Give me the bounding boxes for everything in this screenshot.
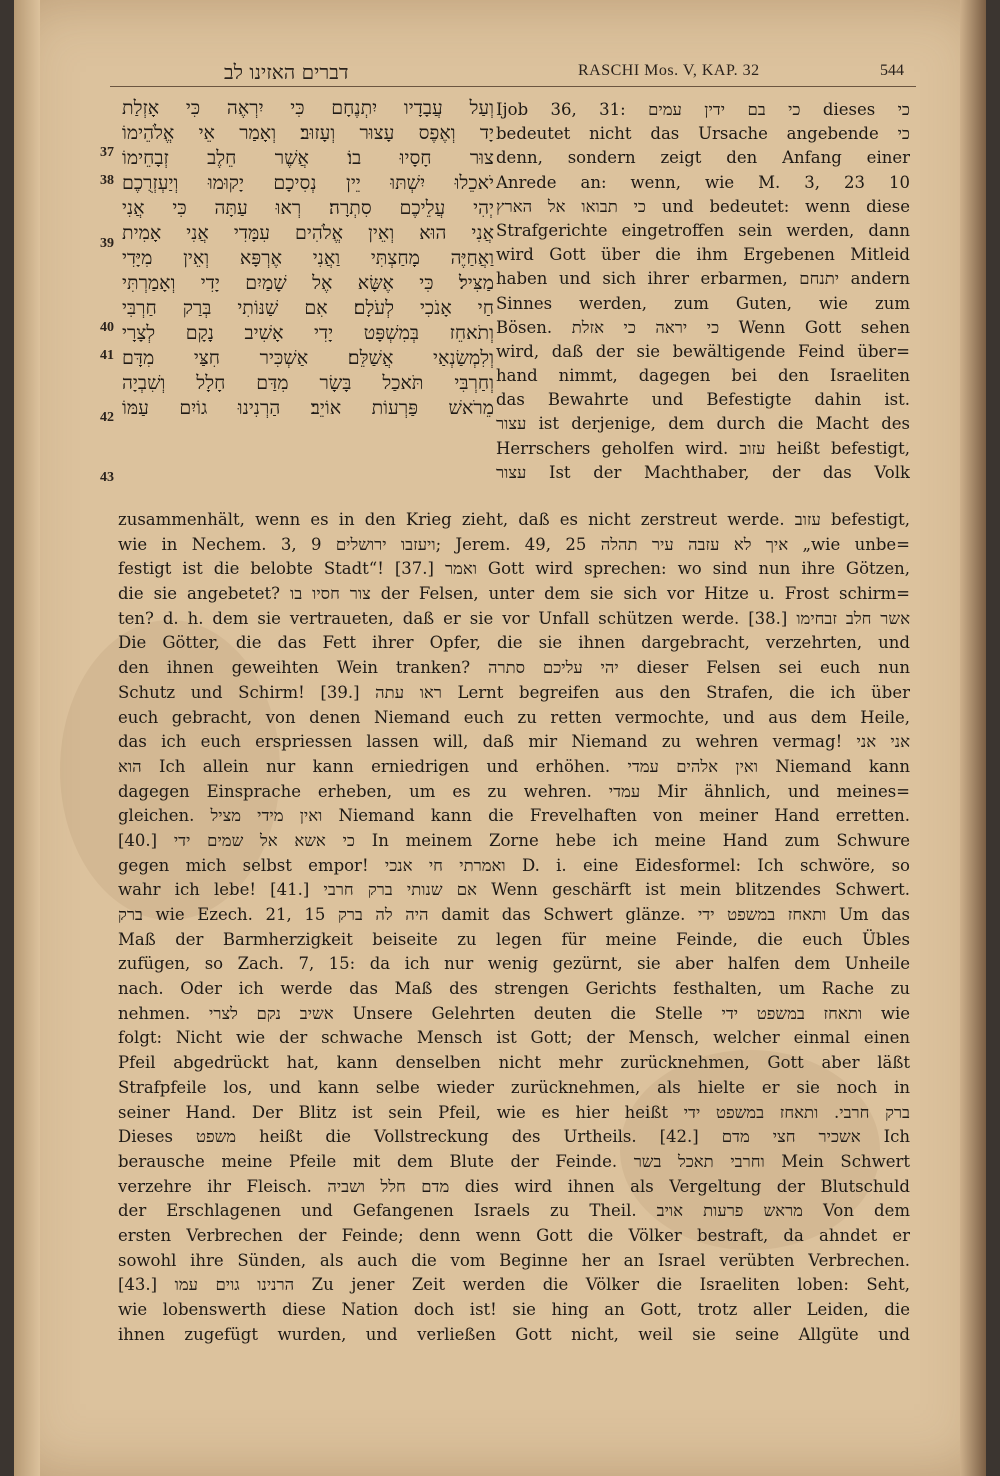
commentary-line: Herrschers geholfen wird. עזוב heißt befestigt, <box>496 438 910 458</box>
commentary-line: das Bewahrte und Befestigte dahin ist. <box>496 390 910 410</box>
commentary-line: berausche meine Pfeile mit dem Blute der Feinde. וחרבי תאכל בשר Mein Schwert <box>118 1151 910 1171</box>
page-number: 544 <box>880 62 904 79</box>
commentary-line: Bösen. כי יראה כי אזלת Wenn Gott sehen <box>496 317 910 337</box>
hebrew-text-column <box>122 96 494 421</box>
header-rule <box>110 86 916 87</box>
commentary-line: ihnen zugefügt wurden, und verließen Gott nicht, weil sie seine Allgüte und <box>118 1324 910 1344</box>
commentary-line: Strafgerichte eingetroffen sein werden, dann <box>496 220 910 240</box>
commentary-line: festigt ist die belobte Stadt“! [37.] ואמר Gott wird sprechen: wo sind nun ihre Götzen, <box>118 559 910 579</box>
commentary-line: nehmen. אשיב נקם לצרי Unsere Gelehrten deuten die Stelle ותאחז במשפט ידי wie <box>118 1003 910 1023</box>
commentary-line: wird, daß der sie bewältigende Feind über= <box>496 341 910 361</box>
commentary-line: Pfeil abgedrückt hat, kann denselben nicht mehr zurücknehmen, Gott aber läßt <box>118 1053 910 1073</box>
commentary-line: das ich euch erspriessen lassen will, daß mir Niemand zu wehren vermag! אני אני <box>118 732 910 752</box>
hebrew-line: וְתֹאחֵז בְּמִשְׁפָּט יָדִי אָשִׁיב נָקָם לְצָרָי <box>122 322 494 344</box>
commentary-line: Schutz und Schirm! [39.] ראו עתה Lernt begreifen aus den Strafen, die ich über <box>118 682 910 702</box>
commentary-line: כי תבואו אל הארץ und bedeutet: wenn diese <box>496 196 910 216</box>
commentary-line: ersten Verbrechen der Feinde; denn wenn Gott die Völker bestraft, da ahndet er <box>118 1225 910 1245</box>
commentary-line: wie in Nechem. 3, 9 ויעזבו ירושלים; Jerem. 49, 25 איך לא עזבה עיר תהלה „wie unbe= <box>118 534 910 554</box>
commentary-line: die sie angebetet? צור חסיו בו der Felsen, unter dem sie sich vor Hitze u. Frost schirm= <box>118 584 910 604</box>
commentary-line: הוא Ich allein nur kann erniedrigen und erhöhen. ואין אלהים עמדי Niemand kann <box>118 756 910 776</box>
header-hebrew-title: דברים האזינו לב <box>224 60 349 84</box>
commentary-line: seiner Hand. Der Blitz ist sein Pfeil, wie es hier heißt ברק חרבי. ותאחז במשפט ידי <box>118 1102 910 1122</box>
commentary-line: zusammenhält, wenn es in den Krieg zieht, daß es nicht zerstreut werde. עזוב befestigt, <box>118 510 910 529</box>
commentary-line: den ihnen geweihten Wein tranken? יהי עליכם סתרה dieser Felsen sei euch nun <box>118 658 910 678</box>
hebrew-line: וְעַל עֲבָדָיו יִתְנֶחָם כִּי יִרְאֶה כִּי אָזְלַת <box>122 97 494 119</box>
commentary-line: hand nimmt, dagegen bei den Israeliten <box>496 366 910 386</box>
hebrew-line: צוּר חָסָיוּ בוֹ׃ אֲשֶׁר חֵלֶב זְבָחֵימוֹ <box>122 147 494 169</box>
commentary-line: sowohl ihre Sünden, als auch die vom Beginne her an Israel verübten Verbrechen. <box>118 1250 910 1270</box>
commentary-right-column <box>496 98 910 485</box>
commentary-line: [40.] כי אשא אל שמים ידי In meinem Zorne hebe ich meine Hand zum Schwure <box>118 830 910 850</box>
commentary-line: wahr ich lebe! [41.] אם שנותי ברק חרבי Wenn geschärft ist mein blitzendes Schwert. <box>118 880 910 900</box>
commentary-line: Maß der Barmherzigkeit beiseite zu legen für meine Feinde, die euch Übles <box>118 929 910 949</box>
hebrew-line: אֲנִי הוּא וְאֵין אֱלֹהִים עִמָּדִי אֲנִי אָמִית <box>122 222 494 244</box>
hebrew-line: וְלִמְשַׂנְאַי אֲשַׁלֵּם׃ אַשְׁכִּיר חִצַּי מִדָּם <box>122 347 494 369</box>
commentary-full-width <box>118 508 910 1347</box>
commentary-line: denn, sondern zeigt den Anfang einer <box>496 148 910 168</box>
commentary-line: [43.] הרנינו גוים עמו Zu jener Zeit werden die Völker die Israeliten loben: Seht, <box>118 1275 910 1295</box>
hebrew-line: מַצִּיל׃ כִּי אֶשָּׂא אֶל שָׁמַיִם יָדִי וְאָמַרְתִּי <box>122 272 494 294</box>
commentary-line: euch gebracht, von denen Niemand euch zu retten vermochte, und aus dem Heile, <box>118 707 910 727</box>
commentary-line: ברק wie Ezech. 21, 15 היה לה ברק damit das Schwert glänze. ותאחז במשפט ידי Um das <box>118 905 910 924</box>
commentary-line: haben und sich ihrer erbarmen, יתנחם andern <box>496 269 910 289</box>
header-title: RASCHI Mos. V, KAP. 32 <box>578 62 760 79</box>
commentary-line: Sinnes werden, zum Guten, wie zum <box>496 293 910 313</box>
commentary-line: Strafpfeile los, und kann selbe wieder zurücknehmen, als hielte er sie noch in <box>118 1077 910 1097</box>
verse-number: 42 <box>100 410 114 425</box>
commentary-line: wie lobenswerth diese Nation doch ist! sie hing an Gott, trotz aller Leiden, die <box>118 1300 910 1319</box>
verse-number: 43 <box>100 470 114 485</box>
commentary-line: verzehre ihr Fleisch. מדם חלל ושביה dies wird ihnen als Vergeltung der Blutschuld <box>118 1176 910 1196</box>
hebrew-line: מֵרֹאשׁ פַּרְעוֹת אוֹיֵב׃ הַרְנִינוּ גוֹיִם עַמּוֹ <box>122 397 494 419</box>
hebrew-line: יֹאכֵלוּ יִשְׁתּוּ יֵין נְסִיכָם יָקוּמוּ וְיַעְזְרֻכֶם <box>122 172 494 194</box>
commentary-line: nach. Oder ich werde das Maß des strengen Gerichts festhalten, um Rache zu <box>118 979 910 999</box>
hebrew-line: חַי אָנֹכִי לְעֹלָם׃ אִם שַׁנּוֹתִי בְּרַק חַרְבִּי <box>122 297 494 319</box>
running-header <box>0 58 1000 88</box>
commentary-line: bedeutet nicht das Ursache angebende כי <box>496 124 910 144</box>
page-edge <box>960 0 986 1476</box>
commentary-line: dagegen Einsprache erheben, um es zu wehren. עמדי Mir ähnlich, und meines= <box>118 781 910 801</box>
verse-number: 38 <box>100 173 114 188</box>
page-gutter-shadow <box>14 0 40 1476</box>
verse-number: 41 <box>100 348 114 363</box>
commentary-line: wird Gott über die ihm Ergebenen Mitleid <box>496 245 910 265</box>
verse-number: 39 <box>100 236 114 251</box>
commentary-line: עצור ist derjenige, dem durch die Macht des <box>496 414 910 434</box>
commentary-line: folgt: Nicht wie der schwache Mensch ist Gott; der Mensch, welcher einmal einen <box>118 1028 910 1048</box>
hebrew-line: יָד וְאֶפֶס עָצוּר וְעָזוּב׃ וְאָמַר אֵי אֱלֹהֵימוֹ <box>122 122 494 144</box>
commentary-line: Anrede an: wenn, wie M. 3, 23 10 <box>496 172 910 192</box>
hebrew-line: יְהִי עֲלֵיכֶם סִתְרָה׃ רְאוּ עַתָּה כִּי אֲנִי <box>122 197 494 219</box>
verse-number: 40 <box>100 320 114 335</box>
commentary-line: zufügen, so Zach. 7, 15: da ich nur wenig gezürnt, sie aber halfen dem Unheile <box>118 954 910 974</box>
verse-number: 37 <box>100 145 114 160</box>
hebrew-line: וְחַרְבִּי תֹּאכַל בָּשָׂר מִדַּם חָלָל וְשִׁבְיָה <box>122 372 494 394</box>
commentary-line: Die Götter, die das Fett ihrer Opfer, die sie ihnen dargebracht, verzehrten, und <box>118 633 910 653</box>
commentary-line: Ijob 36, 31: כי בם ידין עמים dieses כי <box>496 100 910 119</box>
commentary-line: עצור Ist der Machthaber, der das Volk <box>496 462 910 482</box>
commentary-line: Dieses משפט heißt die Vollstreckung des Urtheils. [42.] אשכיר חצי מדם Ich <box>118 1127 910 1147</box>
commentary-line: ten? d. h. dem sie vertraueten, daß er sie vor Unfall schützen werde. [38.] אשר חלב זבחימו <box>118 608 910 628</box>
hebrew-line: וַאֲחַיֶּה מָחַצְתִּי וַאֲנִי אֶרְפָּא וְאֵין מִיָּדִי <box>122 247 494 269</box>
commentary-line: gegen mich selbst empor! ואמרתי חי אנכי D. i. eine Eidesformel: Ich schwöre, so <box>118 855 910 875</box>
commentary-line: gleichen. ואין מידי מציל Niemand kann die Frevelhaften von meiner Hand erretten. <box>118 806 910 826</box>
commentary-line: der Erschlagenen und Gefangenen Israels zu Theil. מראש פרעות אויב Von dem <box>118 1201 910 1221</box>
